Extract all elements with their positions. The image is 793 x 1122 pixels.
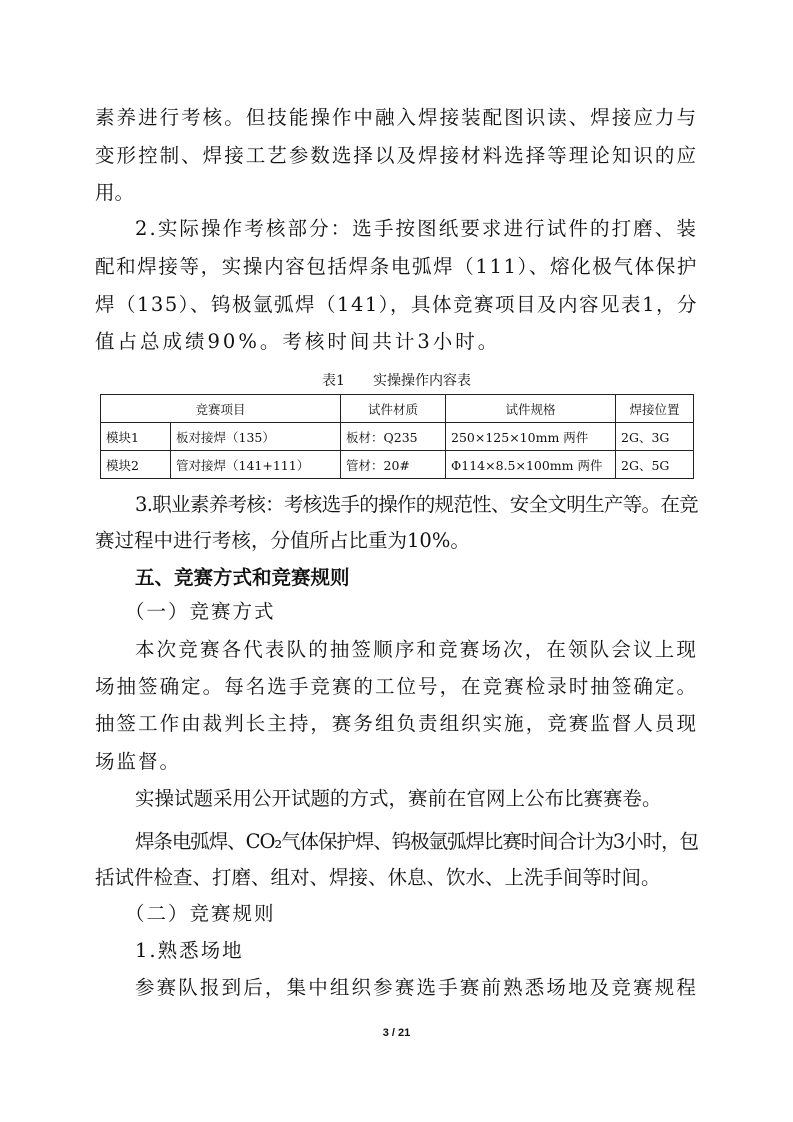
paragraph-line: 参赛队报到后，集中组织参赛选手赛前熟悉场地及竞赛规程: [135, 976, 698, 999]
header-cell: 试件材质: [341, 395, 446, 423]
paragraph-line: 括试件检查、打磨、组对、焊接、休息、饮水、上洗手间等时间。: [95, 866, 661, 889]
paragraph-line: 值占总成绩90%。考核时间共计3小时。: [95, 330, 501, 353]
cell: 2G、5G: [616, 451, 694, 479]
subsection-heading: 1.熟悉场地: [135, 939, 244, 962]
paragraph-line: 赛过程中进行考核，分值所占比重为10%。: [95, 529, 470, 552]
paragraph-line: 实操试题采用公开试题的方式，赛前在官网上公布比赛赛卷。: [135, 787, 662, 810]
paragraph-line: 焊条电弧焊、CO₂气体保护焊、钨极氩弧焊比赛时间合计为3小时，包: [135, 830, 698, 853]
table-header-row: [101, 395, 694, 423]
table-row: [101, 451, 694, 479]
subsection-heading: （二）竞赛规则: [125, 902, 276, 925]
cell: 250×125×10mm 两件: [446, 423, 616, 451]
paragraph-line: 场抽签确定。每名选手竞赛的工位号，在竞赛检录时抽签确定。: [95, 675, 698, 698]
section-heading: 五、竞赛方式和竞赛规则: [135, 566, 350, 589]
page-number: 3 / 21: [382, 1027, 411, 1039]
paragraph-line: 变形控制、焊接工艺参数选择以及焊接材料选择等理论知识的应: [95, 144, 698, 167]
table-row: [101, 423, 694, 451]
header-cell: 焊接位置: [616, 395, 694, 423]
header-cell: 竞赛项目: [101, 395, 341, 423]
header-cell: 试件规格: [446, 395, 616, 423]
paragraph-line: 2.实际操作考核部分：选手按图纸要求进行试件的打磨、装: [135, 217, 698, 240]
cell: 模块1: [101, 423, 171, 451]
table-caption: 表1 实操操作内容表: [322, 373, 471, 389]
cell: 板对接焊（135）: [171, 423, 341, 451]
paragraph-line: 焊（135）、钨极氩弧焊（141），具体竞赛项目及内容见表1，分: [95, 293, 698, 316]
cell: 2G、3G: [616, 423, 694, 451]
cell: 模块2: [101, 451, 171, 479]
paragraph-line: 配和焊接等，实操内容包括焊条电弧焊（111）、熔化极气体保护: [95, 255, 698, 278]
paragraph-line: 本次竞赛各代表队的抽签顺序和竞赛场次，在领队会议上现: [135, 638, 698, 661]
cell: 板材：Q235: [341, 423, 446, 451]
content-table: [100, 394, 694, 479]
cell: Φ114×8.5×100mm 两件: [446, 451, 616, 479]
paragraph-line: 素养进行考核。但技能操作中融入焊接装配图识读、焊接应力与: [95, 106, 698, 129]
subsection-heading: （一）竞赛方式: [125, 600, 276, 623]
paragraph-line: 场监督。: [95, 750, 182, 773]
cell: 管材：20#: [341, 451, 446, 479]
paragraph-line: 用。: [95, 181, 135, 204]
paragraph-line: 3.职业素养考核：考核选手的操作的规范性、安全文明生产等。在竞: [135, 493, 698, 516]
cell: 管对接焊（141+111）: [171, 451, 341, 479]
paragraph-line: 抽签工作由裁判长主持，赛务组负责组织实施，竞赛监督人员现: [95, 712, 698, 735]
